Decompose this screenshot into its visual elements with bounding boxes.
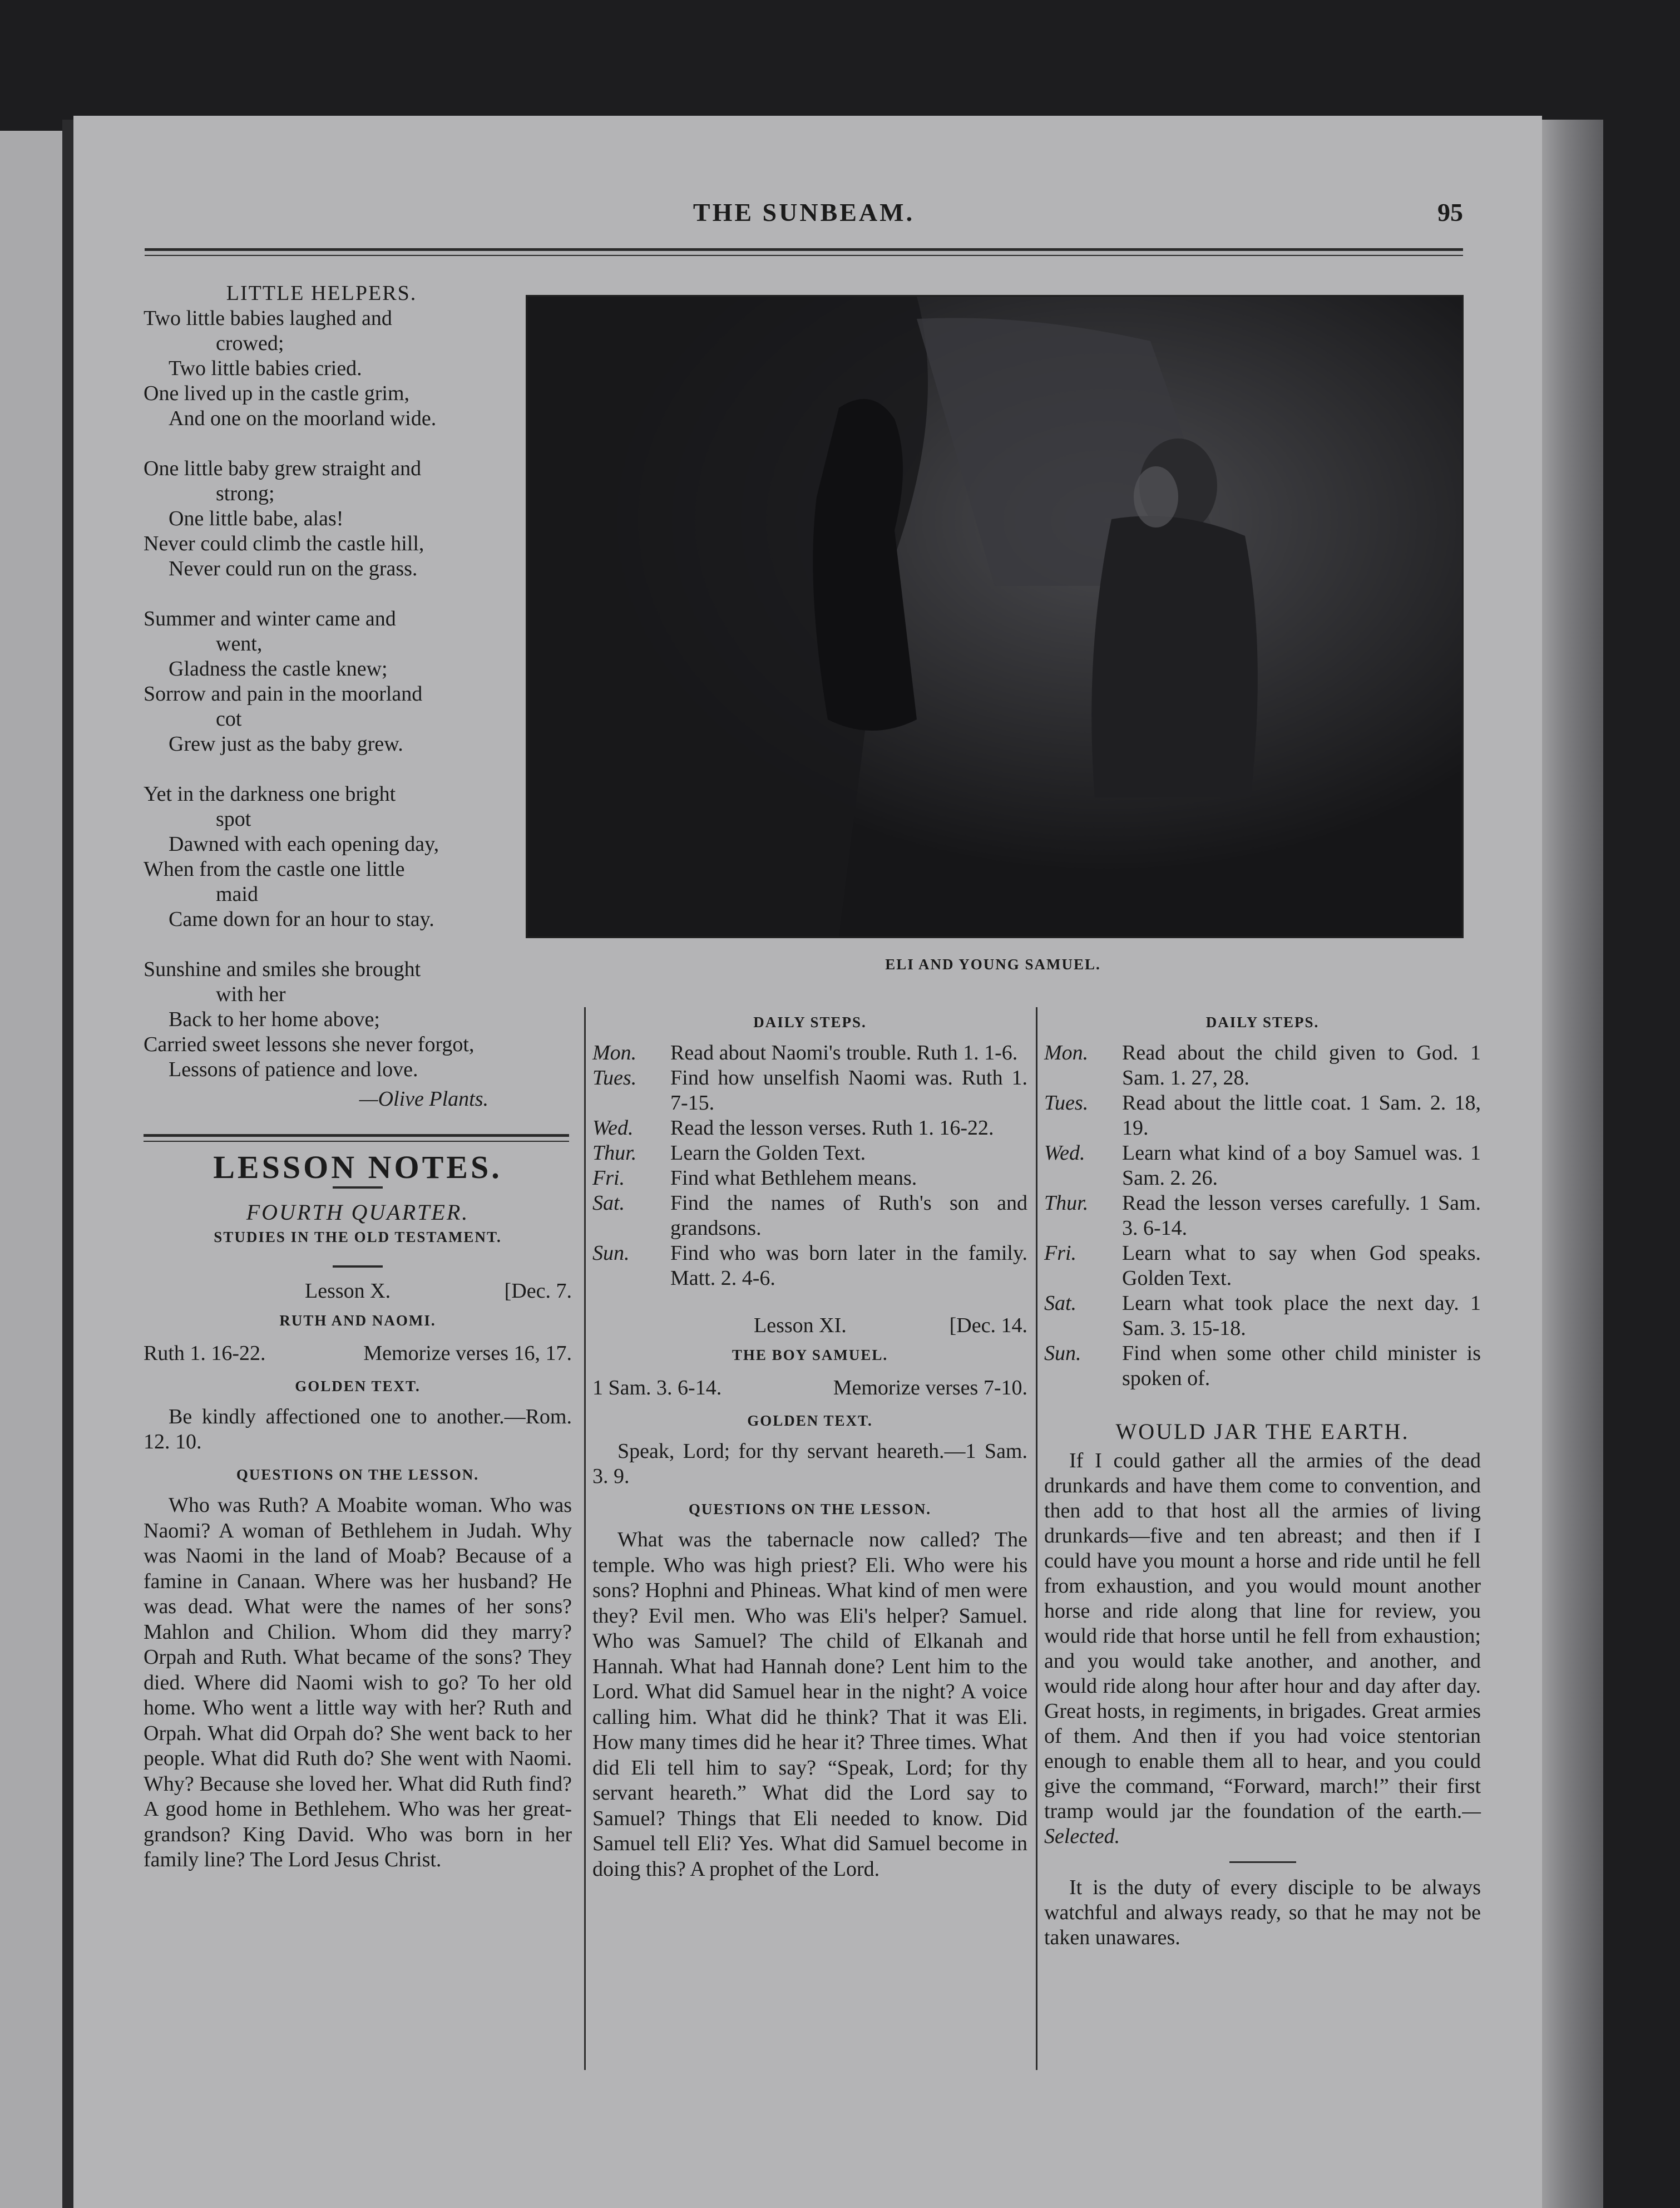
step-text: Learn the Golden Text. [670, 1141, 866, 1165]
book-spine [62, 120, 73, 2208]
daily-step [1044, 1341, 1481, 1391]
daily-step [592, 1191, 1027, 1241]
lesson-notes-column [144, 1149, 572, 1873]
short-rule [1229, 1861, 1296, 1863]
step-text: Find what Bethlehem means. [670, 1166, 917, 1190]
poem-line: Two little babies cried. [169, 357, 362, 380]
poem-line: One little baby grew straight and [144, 457, 422, 480]
section-rule [144, 1134, 569, 1137]
poem-line: Sunshine and smiles she brought [144, 958, 421, 981]
lesson-label: Lesson XI. [754, 1314, 847, 1337]
memorize-verses: Memorize verses 16, 17. [363, 1342, 572, 1365]
studies-subtitle: STUDIES IN THE OLD TESTAMENT. [214, 1229, 502, 1245]
step-text: Read about the little coat. 1 Sam. 2. 18, 19. [1122, 1091, 1481, 1140]
article-body [1044, 1448, 1481, 1849]
daily-step [1044, 1291, 1481, 1341]
step-text: Find who was born later in the family. Matt. 2. 4-6. [670, 1241, 1027, 1290]
daily-steps-heading: DAILY STEPS. [1205, 1014, 1320, 1031]
golden-text: Be kindly affectioned one to another.—Rom. 12. 10. [144, 1405, 572, 1453]
lesson-label: Lesson X. [305, 1279, 391, 1303]
poem-line: Back to her home above; [169, 1008, 380, 1031]
poem-line: Yet in the darkness one bright [144, 782, 396, 806]
facing-page-strip [0, 131, 62, 2208]
poem-attribution: —Olive Plants. [359, 1087, 488, 1111]
step-day: Thur. [1044, 1191, 1089, 1215]
step-day: Thur. [592, 1141, 637, 1165]
step-day: Sat. [1044, 1292, 1077, 1315]
daily-step [592, 1166, 1027, 1191]
daily-step [592, 1141, 1027, 1166]
poem-line: with her [216, 983, 286, 1006]
quarter-heading: FOURTH QUARTER. [246, 1200, 470, 1225]
poem-title: LITTLE HELPERS. [226, 282, 417, 305]
lesson-line [592, 1313, 1027, 1338]
step-text: Find how unselfish Naomi was. Ruth 1. 7-15. [670, 1066, 1027, 1115]
section-rule-thin [144, 1141, 569, 1142]
short-rule [333, 1186, 383, 1189]
step-day: Tues. [592, 1066, 637, 1090]
lesson-notes-heading: LESSON NOTES. [213, 1149, 502, 1185]
poem-stanza [144, 456, 500, 581]
step-day: Mon. [592, 1041, 637, 1064]
step-text: Find the names of Ruth's son and grandsons. [670, 1191, 1027, 1240]
daily-steps-heading: DAILY STEPS. [753, 1014, 867, 1031]
step-text: Read the lesson verses. Ruth 1. 16-22. [670, 1116, 994, 1140]
daily-step [592, 1041, 1027, 1066]
poem-line: Dawned with each opening day, [169, 832, 439, 856]
daily-step [1044, 1141, 1481, 1191]
step-text: Read the lesson verses carefully. 1 Sam. 3. 6-14. [1122, 1191, 1481, 1240]
poem [144, 281, 500, 1112]
lesson-date: [Dec. 14. [949, 1314, 1027, 1337]
scripture-reference: 1 Sam. 3. 6-14. [592, 1376, 722, 1399]
step-day: Sun. [592, 1241, 630, 1265]
questions-heading: QUESTIONS ON THE LESSON. [688, 1501, 932, 1517]
lesson-topic: RUTH AND NAOMI. [279, 1312, 436, 1329]
column-divider [1036, 1007, 1037, 2070]
daily-step [1044, 1041, 1481, 1091]
daily-steps-list [1044, 1041, 1481, 1391]
step-day: Fri. [1044, 1241, 1077, 1265]
daily-step [1044, 1191, 1481, 1241]
running-title: THE SUNBEAM. [693, 198, 915, 226]
memorize-verses: Memorize verses 7-10. [833, 1376, 1027, 1399]
questions-text: What was the tabernacle now called? The temple. Who was high priest? Eli. Who were his sons? Hophni and Phineas. What kind of men were they? Evil men. Who was Eli's helper? Samuel. Who was Samuel? The child of Elkanah and Hannah. What had Hannah done? Lent him to the Lord. What did Samuel hear in the night? A voice calling him. What did he think? That it was Eli. How many times did he hear it? Three times. What did Eli tell him to say? “Speak, Lord; for thy servant heareth.” What did the Lord say to Samuel? Things that Eli needed to know. Did Samuel tell Eli? Yes. What did Samuel become in doing this? A prophet of the Lord. [592, 1528, 1027, 1881]
step-day: Wed. [592, 1116, 634, 1140]
poem-line: Carried sweet lessons she never forgot, [144, 1033, 475, 1056]
step-day: Fri. [592, 1166, 625, 1190]
poem-line: One little babe, alas! [169, 507, 344, 530]
poem-line: Came down for an hour to stay. [169, 908, 434, 931]
step-day: Wed. [1044, 1141, 1085, 1165]
daily-step [592, 1066, 1027, 1116]
poem-line: Gladness the castle knew; [169, 657, 388, 681]
step-text: Find when some other child minister is spoken of. [1122, 1342, 1481, 1390]
lesson-date: [Dec. 7. [504, 1279, 572, 1303]
engraving-illustration [527, 297, 1462, 937]
step-day: Tues. [1044, 1091, 1089, 1115]
header-rule-thin [145, 255, 1463, 256]
column-divider [584, 1007, 586, 2070]
questions-text: Who was Ruth? A Moabite woman. Who was Naomi? A woman of Bethlehem in Judah. Why was Naomi in the land of Moab? Because of a famine in Canaan. Where was her husband? He was dead. What were the names of her sons? Mahlon and Chilion. Whom did they marry? Orpah and Ruth. What became of the sons? They died. Where did Naomi wish to go? To her old home. Who went a little way with her? Ruth and Orpah. What did Orpah do? She went back to her people. What did Ruth do? She went with Naomi. Why? Because she loved her. What did Ruth find? A good home in Bethlehem. Who was her great-grandson? King David. Who was born in her family line? The Lord Jesus Christ. [144, 1494, 572, 1871]
poem-line: And one on the moorland wide. [169, 407, 437, 430]
short-rule [333, 1265, 383, 1268]
middle-column [592, 1010, 1027, 1882]
article-title: WOULD JAR THE EARTH. [1115, 1419, 1410, 1444]
poem-stanza [144, 782, 500, 932]
poem-line: Grew just as the baby grew. [169, 732, 403, 756]
poem-line: Never could run on the grass. [169, 557, 418, 580]
questions-heading: QUESTIONS ON THE LESSON. [236, 1466, 480, 1483]
poem-line: strong; [216, 482, 275, 505]
golden-text-heading: GOLDEN TEXT. [747, 1412, 873, 1429]
poem-stanza [144, 957, 500, 1082]
daily-step [592, 1241, 1027, 1291]
golden-text: Speak, Lord; for thy servant heareth.—1 Sam. 3. 9. [592, 1440, 1027, 1488]
picture-caption: ELI AND YOUNG SAMUEL. [885, 956, 1101, 973]
poem-line: spot [216, 807, 251, 831]
lesson-line [144, 1279, 572, 1304]
poem-stanza [144, 306, 500, 431]
poem-line: crowed; [216, 332, 284, 355]
step-day: Sun. [1044, 1342, 1081, 1365]
lesson-topic: THE BOY SAMUEL. [732, 1347, 888, 1363]
closing-paragraph: It is the duty of every disciple to be always watchful and always ready, so that he may not be taken unawares. [1044, 1876, 1481, 1949]
step-text: Read about Naomi's trouble. Ruth 1. 1-6. [670, 1041, 1018, 1064]
poem-line: Lessons of patience and love. [169, 1058, 418, 1081]
step-text: Read about the child given to God. 1 Sam. 1. 27, 28. [1122, 1041, 1481, 1090]
golden-text-heading: GOLDEN TEXT. [295, 1378, 421, 1394]
running-header [145, 198, 1463, 242]
step-day: Mon. [1044, 1041, 1089, 1064]
engraving-eli-and-samuel [526, 295, 1464, 938]
daily-step [592, 1116, 1027, 1141]
poem-line: maid [216, 883, 258, 906]
poem-line: Sorrow and pain in the moorland [144, 682, 423, 706]
step-text: Learn what took place the next day. 1 Sam. 3. 15-18. [1122, 1292, 1481, 1340]
page-number: 95 [1437, 198, 1463, 226]
step-text: Learn what to say when God speaks. Golden Text. [1122, 1241, 1481, 1290]
poem-stanza [144, 607, 500, 757]
step-day: Sat. [592, 1191, 625, 1215]
daily-step [1044, 1091, 1481, 1141]
poem-line: One lived up in the castle grim, [144, 382, 410, 405]
header-rule [145, 248, 1463, 251]
poem-line: went, [216, 632, 263, 655]
poem-line: cot [216, 707, 242, 731]
poem-line: Summer and winter came and [144, 607, 396, 630]
daily-steps-list [592, 1041, 1027, 1291]
poem-line: Two little babies laughed and [144, 307, 392, 330]
daily-step [1044, 1241, 1481, 1291]
page-edges [1542, 120, 1603, 2208]
right-column [1044, 1010, 1481, 1950]
scripture-reference: Ruth 1. 16-22. [144, 1342, 266, 1365]
article-text: If I could gather all the armies of the dead drunkards and have them come to convention, and then add to that host all the armies of living drunkards—five and ten abreast; and then if I could have you mount a horse and ride until he fell from exhaustion, and you would mount another horse and ride along that line for review, you would ride that horse until he fell from exhaustion; and you would take another, and another, and would ride along hour after hour and day after day. Great hosts, in regiments, in brigades. Great armies of them. And then if you had voice stentorian enough to enable them all to hear, and you could give the command, “Forward, march!” their first tramp would jar the foundation of the earth. [1044, 1449, 1481, 1823]
poem-line: Never could climb the castle hill, [144, 532, 424, 555]
reference-line [592, 1376, 1027, 1401]
poem-line: When from the castle one little [144, 857, 405, 881]
step-text: Learn what kind of a boy Samuel was. 1 Sam. 2. 26. [1122, 1141, 1481, 1190]
reference-line [144, 1341, 572, 1366]
article-attribution: —Selected. [1044, 1800, 1481, 1848]
